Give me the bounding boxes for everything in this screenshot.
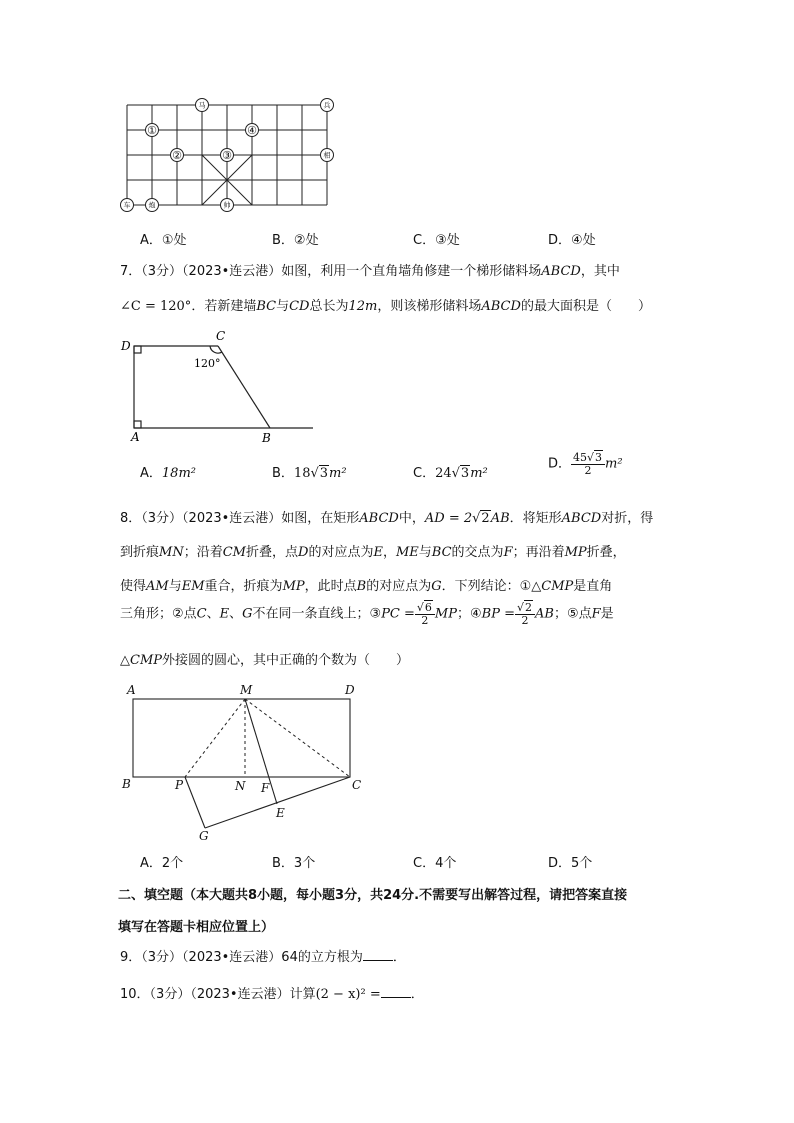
q7-label-d: D	[121, 339, 131, 353]
q8-rectangle-fold-figure	[118, 680, 368, 845]
label-general: 帅	[223, 201, 231, 210]
section-2-heading: 二、填空题（本大题共8小题，每小题3分，共24分.不需要写出解答过程，请把答案直接	[118, 888, 628, 903]
label-soldier: 兵	[323, 101, 331, 110]
label-minister: 相	[323, 151, 331, 160]
q8-line-1: 8．（3分）（2023•连云港）如图，在矩形ABCD中，AD = 2√2AB．将矩形ABCD对折，得	[120, 511, 654, 526]
label-p4: ④	[247, 124, 257, 137]
q8-option-b[interactable]: B．3个	[272, 856, 316, 871]
q7-label-b: B	[262, 431, 271, 445]
q8-label-e: E	[276, 806, 285, 820]
chess-board-figure	[115, 98, 340, 216]
q9-line: 9．（3分）（2023•连云港）64的立方根为 ．	[120, 950, 406, 965]
q8-label-d: D	[345, 683, 355, 697]
q9-answer-blank[interactable]	[363, 948, 393, 961]
q8-label-b: B	[122, 777, 131, 791]
q7-line-2: ∠C = 120°．若新建墙BC与CD总长为12m，则该梯形储料场ABCD的最大面积是（ ）	[120, 299, 651, 314]
q8-line-4: 三角形；②点C、E、G不在同一条直线上；③PC = $\frac{√6}{2}$ MP；④BP = $\frac{√2}{2}$ AB；⑤点F是	[120, 601, 614, 627]
q7-option-a[interactable]: A．18m²	[140, 466, 196, 481]
q8-line-2: 到折痕MN；沿着CM折叠，点D的对应点为E，ME与BC的交点为F；再沿着MP折叠，	[120, 545, 626, 560]
section-2-heading-cont: 填写在答题卡相应位置上）	[118, 920, 275, 935]
q7-trapezoid-figure	[118, 328, 318, 446]
q8-line-3: 使得AM与EM重合，折痕为MP，此时点B的对应点为G．下列结论：①△CMP是直角	[120, 579, 613, 594]
q6-option-b[interactable]: B．②处	[272, 233, 319, 248]
q8-option-d[interactable]: D．5个	[548, 856, 593, 871]
label-p3: ③	[222, 149, 232, 162]
q8-label-c: C	[352, 778, 362, 792]
q8-label-m: M	[240, 683, 253, 697]
q8-label-n: N	[235, 779, 246, 793]
q10-line: 10．（3分）（2023•连云港）计算(2 − x)² = ．	[120, 987, 424, 1002]
q7-line-1: 7．（3分）（2023•连云港）如图，利用一个直角墙角修建一个梯形储料场ABCD，其中	[120, 264, 620, 279]
q8-label-p: P	[175, 778, 184, 792]
q6-option-d[interactable]: D．④处	[548, 233, 596, 248]
q10-answer-blank[interactable]	[381, 985, 411, 998]
q8-label-a: A	[127, 683, 136, 697]
label-p2: ②	[172, 149, 182, 162]
q7-option-c[interactable]: C．24√3m²	[413, 466, 488, 481]
q7-option-b[interactable]: B．18√3m²	[272, 466, 347, 481]
q8-option-a[interactable]: A．2个	[140, 856, 184, 871]
q8-label-g: G	[199, 829, 209, 843]
q8-label-f: F	[261, 781, 270, 795]
label-horse: 马	[198, 101, 206, 110]
q8-option-c[interactable]: C．4个	[413, 856, 457, 871]
q6-option-a[interactable]: A．①处	[140, 233, 187, 248]
q7-option-d[interactable]: D． $\frac{45√3}{2}$ m²	[548, 451, 623, 477]
label-p1: ①	[147, 124, 157, 137]
q7-label-a: A	[131, 430, 140, 444]
q7-label-c: C	[216, 329, 226, 343]
label-chariot: 车	[123, 201, 131, 210]
q7-label-angle: 120°	[194, 357, 221, 370]
q6-option-c[interactable]: C．③处	[413, 233, 460, 248]
label-cannon: 炮	[148, 201, 156, 210]
q8-line-5: △CMP外接圆的圆心，其中正确的个数为（ ）	[120, 653, 410, 668]
